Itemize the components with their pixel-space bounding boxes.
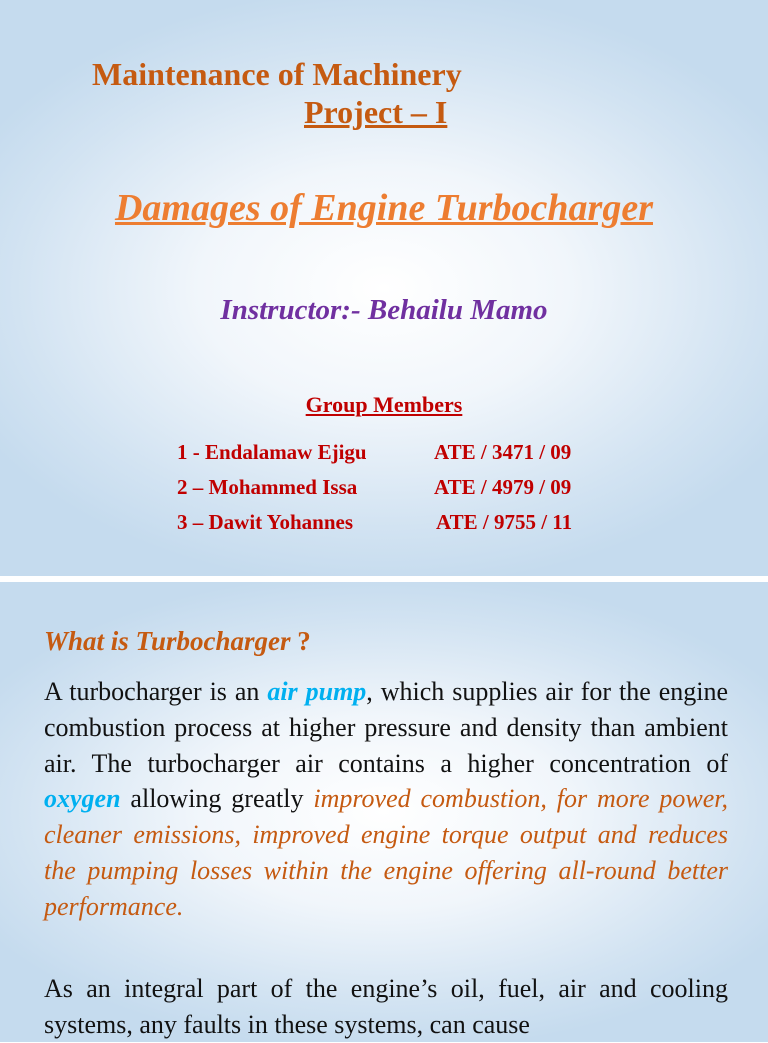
member-2-id: ATE / 4979 / 09 [434, 475, 572, 499]
p1-text-c: allowing greatly [120, 784, 314, 814]
project-title: Project – I [304, 94, 448, 130]
member-3-id: ATE / 9755 / 11 [436, 510, 573, 534]
group-members-heading: Group Members [305, 392, 463, 417]
instructor-line: Instructor:- Behailu Mamo [220, 294, 548, 326]
question-text: What is Turbocharger [44, 626, 291, 656]
integral-part-paragraph: As an integral part of the engine’s oil, fuel, air and cooling systems, any faults in these systems, can cause [44, 974, 728, 1039]
member-1-name: 1 - Endalamaw Ejigu [177, 440, 367, 464]
benefits-text: improved combustion, for more power, cleaner emissions, improved engine torque output and reduces the pumping losses within the engine offering all-round better performance. [44, 784, 728, 921]
turbocharger-definition [44, 674, 728, 925]
air-pump-highlight: air pump [267, 677, 367, 706]
member-2-name: 2 – Mohammed Issa [177, 475, 358, 499]
oxygen-highlight: oxygen [44, 784, 121, 814]
p1-text-b: , which supplies air for the engine combustion process at higher pressure and density than ambient air. The turbocharger air contains a higher concentration of [44, 677, 728, 778]
subject-title: Damages of Engine Turbocharger [114, 187, 653, 229]
member-3-name: 3 – Dawit Yohannes [177, 510, 353, 534]
course-title: Maintenance of Machinery [92, 56, 462, 92]
question-mark: ? [290, 626, 311, 656]
question-heading [44, 626, 311, 657]
p1-text-a: A turbocharger is an [44, 677, 268, 706]
member-1-id: ATE / 3471 / 09 [434, 440, 572, 464]
